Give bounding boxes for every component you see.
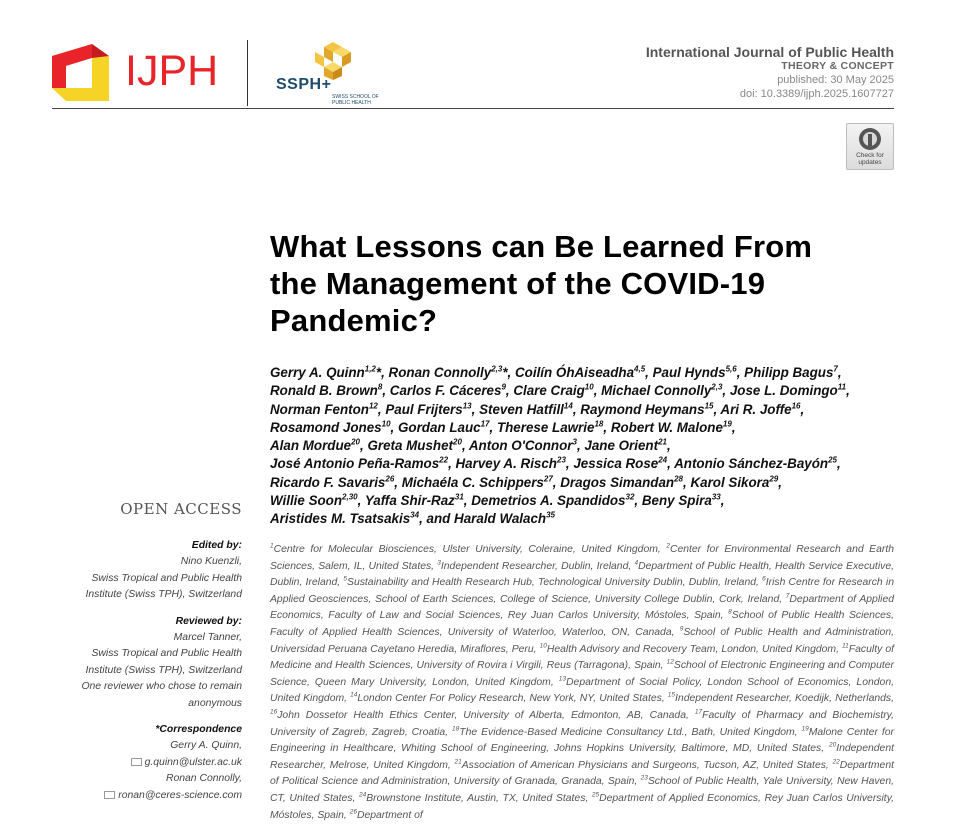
affiliation-item: $^1$Centre for Molecular Biosciences, Ulster University, Coleraine, United Kingdom, <box>270 542 667 555</box>
correspondence-name: Ronan Connolly, <box>165 773 242 785</box>
reviewed-by-heading: Reviewed by: <box>175 615 242 627</box>
reviewer-line: anonymous <box>188 697 242 709</box>
author-name[interactable]: Clare Craig$^{10}$ <box>513 382 594 399</box>
affiliation-number: 20 <box>828 741 837 749</box>
correspondence-email-row <box>40 788 242 804</box>
affiliation-item: $^{17}$Faculty of Pharmacy and Biochemistry, University of Zagreb, Zagreb, Croatia, <box>270 708 894 738</box>
author-affiliation-ref: 17 <box>480 419 490 429</box>
article-title: What Lessons can Be Learned From the Management of the COVID-19 Pandemic? <box>270 229 813 338</box>
affiliation-item: $^5$Sustainability and Health Research Hub, Technological University Dublin, Dublin, Ireland, <box>343 575 763 589</box>
affiliation-number: 4 <box>634 559 639 567</box>
author-name[interactable]: Karol Sikora$^{29}$ <box>690 474 779 490</box>
author-affiliation-ref: 26 <box>385 474 395 484</box>
affiliation-number: 6 <box>762 575 766 583</box>
affiliation-item: $^{16}$John Dossetor Health Ethics Center, University of Alberta, Edmonton, AB, Canada, <box>270 708 695 721</box>
author-affiliation-ref: 22 <box>439 456 449 466</box>
affiliation-number: 24 <box>358 791 367 799</box>
affiliation-number: 2 <box>666 542 670 550</box>
affiliation-item: $^{22}$Department of Political Science and Administration, University of Granada, Granada, Spain, <box>270 758 895 788</box>
author-affiliation-ref: 11 <box>837 382 847 392</box>
author-affiliation-ref: 24 <box>658 456 668 466</box>
author-list: Gerry A. Quinn$^{1,2}$*, Ronan Connolly$^{2,3}$*, Coilín ÓhAiseadha$^{4,5}$, Paul Hynds$^{5,6}$, Philipp Bagus$^7$, Ronald B. Brown$^8$, Carlos F. Cáceres$^9$, Clare Craig$^{10}$, Michael Connolly$^{2,3}$, Jose L. Domingo$^{11}$, Norman Fenton$^{12}$, Paul Frijters$^{13}$, Steven Hatfill$^{14}$, Raymond Heymans$^{15}$, Ari R. Joffe$^{16}$, Rosamond Jones$^{10}$, Gordan Lauc$^{17}$, Therese Lawrie$^{18}$, Robert W. Malone$^{19}$, Alan Mordue$^{20}$, Greta Mushet$^{20}$, Anton O'Connor$^3$, Jane Orient$^{21}$, José Antonio Peña-Ramos$^{22}$, Harvey A. Risch$^{23}$, Jessica Rose$^{24}$, Antonio Sánchez-Bayón$^{25}$, Ricardo F. Savaris$^{26}$, Michaéla C. Schippers$^{27}$, Dragos Simandan$^{28}$, Karol Sikora$^{29}$, Willie Soon$^{2,30}$, Yaffa Shir-Raz$^{31}$, Demetrios A. Spandidos$^{32}$, Beny Spira$^{33}$, Aristides M. Tsatsakis$^{34}$, and Harald Walach$^{35}$ <box>270 364 850 527</box>
author-affiliation-ref: 29 <box>769 474 779 484</box>
check-for-updates-label: Check for updates <box>856 152 884 166</box>
author-name[interactable]: Antonio Sánchez-Bayón$^{25}$ <box>674 456 837 472</box>
author-name[interactable]: Beny Spira$^{33}$ <box>641 492 721 509</box>
affiliation-item: $^2$Center for Environmental Research and Earth Sciences, Salem, IL, United States, <box>270 542 894 572</box>
author-name[interactable]: Paul Hynds$^{5,6}$ <box>652 364 737 380</box>
correspondence-email-row <box>40 755 242 771</box>
affiliation-item: $^9$School of Public Health and Administration, Universidad Peruana Cayetano Heredia, Miraflores, Peru, <box>270 625 894 655</box>
logo-divider <box>247 40 248 106</box>
author-name[interactable]: Harvey A. Risch$^{23}$ <box>455 456 566 472</box>
author-name[interactable]: Gordan Lauc$^{17}$ <box>397 419 490 435</box>
affiliation-item: $^8$School of Public Health Sciences, Faculty of Applied Health Sciences, University of Waterloo, Waterloo, ON, Canada, <box>270 608 894 638</box>
author-affiliation-ref: 5,6 <box>725 364 737 374</box>
affiliation-number: 1 <box>270 542 274 550</box>
header-rule <box>52 108 894 109</box>
editorial-sidebar <box>40 538 242 804</box>
author-affiliation-ref: 19 <box>722 419 732 429</box>
author-name[interactable]: Robert W. Malone$^{19}$ <box>610 419 732 435</box>
affiliation-number: 17 <box>694 708 703 716</box>
reviewer-line: Marcel Tanner, <box>173 632 242 644</box>
author-name[interactable]: Anton O'Connor$^3$ <box>468 437 577 454</box>
author-name[interactable]: Ronan Connolly$^{2,3}$* <box>388 364 508 380</box>
author-name[interactable]: Aristides M. Tsatsakis$^{34}$ <box>270 510 420 527</box>
author-affiliation-ref: 15 <box>704 401 714 411</box>
author-name[interactable]: Alan Mordue$^{20}$ <box>270 437 360 454</box>
check-for-updates-button[interactable] <box>846 123 894 170</box>
author-affiliation-ref: 10 <box>584 382 594 392</box>
correspondence-email[interactable]: ronan@ceres-science.com <box>118 789 242 801</box>
edited-by-heading: Edited by: <box>191 540 242 551</box>
correspondence-heading: *Correspondence <box>155 724 242 736</box>
author-name[interactable]: Philipp Bagus$^7$ <box>744 364 838 380</box>
affiliation-item: $^3$Independent Researcher, Dublin, Ireland, <box>437 559 635 572</box>
author-affiliation-ref: 1,2 <box>364 364 376 374</box>
affiliation-number: 15 <box>667 691 676 699</box>
affiliation-number: 21 <box>454 758 462 766</box>
affiliation-number: 14 <box>350 691 358 699</box>
author-name[interactable]: Norman Fenton$^{12}$ <box>270 401 378 417</box>
ijph-logo-text: IJPH <box>125 47 219 95</box>
author-name[interactable]: Therese Lawrie$^{18}$ <box>496 419 604 435</box>
affiliation-item: $^6$Irish Centre for Research in Applied Geosciences, School of Earth Sciences, College of Science, University College Dublin, Cork, Ireland, <box>270 575 894 605</box>
ssph-logo-text: SSPH+ <box>276 76 332 93</box>
affiliation-item: $^{14}$London Center For Policy Research, New York, NY, United States, <box>350 691 668 705</box>
affiliation-item: $^{19}$Malone Center for Engineering in Healthcare, Whiting School of Engineering, Johns Hopkins University, Baltimore, MD, United States, <box>270 725 894 755</box>
mail-icon <box>104 791 115 799</box>
author-name[interactable]: Carlos F. Cáceres$^9$ <box>389 382 506 399</box>
author-name[interactable]: Dragos Simandan$^{28}$ <box>560 474 683 490</box>
affiliation-number: 9 <box>679 625 684 633</box>
mail-icon <box>131 758 142 766</box>
reviewer-line: One reviewer who chose to remain <box>81 681 242 693</box>
correspondence-email[interactable]: g.quinn@ulster.ac.uk <box>144 756 242 768</box>
affiliation-item: $^{21}$Association of American Physicians and Surgeons, Tucson, AZ, United States, <box>454 758 833 771</box>
author-affiliation-ref: 8 <box>377 382 383 392</box>
author-affiliation-ref: 14 <box>563 401 573 411</box>
affiliations <box>270 542 894 824</box>
author-name[interactable]: Jane Orient$^{21}$ <box>584 437 667 454</box>
author-affiliation-ref: 2,3 <box>711 382 723 392</box>
affiliation-number: 13 <box>558 675 567 683</box>
affiliation-number: 11 <box>842 642 849 650</box>
affiliation-item: $^7$Department of Applied Economics, Faculty of Law and Social Sciences, Rey Juan Carlos University, Móstoles, Spain, <box>270 592 894 622</box>
affiliation-number: 8 <box>728 608 732 616</box>
affiliation-number: 7 <box>785 592 790 600</box>
author-name[interactable]: José Antonio Peña-Ramos$^{22}$ <box>270 456 449 472</box>
editor-line: Nino Kuenzli, <box>180 556 242 568</box>
affiliation-item: $^{20}$Independent Researcher, Melrose, United Kingdom, <box>270 741 894 771</box>
author-affiliation-ref: 34 <box>410 510 420 520</box>
article-section: THEORY & CONCEPT <box>781 60 894 72</box>
author-affiliation-ref: 12 <box>368 401 378 411</box>
doi[interactable]: doi: 10.3389/ijph.2025.1607727 <box>739 88 894 100</box>
author-name[interactable]: and Harald Walach$^{35}$ <box>426 510 555 527</box>
author-affiliation-ref: 18 <box>594 419 604 429</box>
journal-info <box>646 44 894 101</box>
affiliation-number: 18 <box>451 725 460 733</box>
author-name[interactable]: Willie Soon$^{2,30}$ <box>270 492 358 509</box>
affiliation-item: $^{18}$The Evidence-Based Medicine Consultancy Ltd., Bath, United Kingdom, <box>451 725 802 738</box>
author-name[interactable]: Ronald B. Brown$^8$ <box>270 382 383 399</box>
author-name[interactable]: Gerry A. Quinn$^{1,2}$* <box>270 364 382 380</box>
editor-line: Institute (Swiss TPH), Switzerland <box>85 589 242 601</box>
author-name[interactable]: Steven Hatfill$^{14}$ <box>479 401 573 417</box>
reviewer-line: Swiss Tropical and Public Health <box>91 648 242 660</box>
author-name[interactable]: Rosamond Jones$^{10}$ <box>270 419 391 435</box>
author-name[interactable]: Greta Mushet$^{20}$ <box>367 437 462 454</box>
author-affiliation-ref: 2,3 <box>491 364 503 374</box>
author-affiliation-ref: 33 <box>711 492 721 502</box>
author-name[interactable]: Ricardo F. Savaris$^{26}$ <box>270 474 395 490</box>
affiliation-number: 23 <box>640 774 648 782</box>
affiliation-item: $^{10}$Health Advisory and Recovery Team, London, United Kingdom, <box>539 642 843 655</box>
affiliation-number: 12 <box>666 658 674 666</box>
affiliation-item: $^{11}$Faculty of Medicine and Health Sciences, University of Rovira i Virgili, Reus (Tarragona), Spain, <box>270 642 894 672</box>
author-affiliation-ref: 3 <box>572 437 577 447</box>
affiliation-number: 26 <box>349 808 357 816</box>
reviewer-line: Institute (Swiss TPH), Switzerland <box>85 664 242 676</box>
journal-name: International Journal of Public Health <box>645 44 894 60</box>
author-name[interactable]: Paul Frijters$^{13}$ <box>385 401 472 417</box>
affiliation-item: $^{26}$Department of <box>349 808 423 821</box>
affiliation-number: 3 <box>437 559 441 567</box>
author-name[interactable]: Jessica Rose$^{24}$ <box>573 456 668 472</box>
ijph-logo-icon <box>52 44 109 101</box>
author-name[interactable]: Michael Connolly$^{2,3}$ <box>601 382 723 399</box>
author-affiliation-ref: 23 <box>557 456 566 466</box>
author-affiliation-ref: 16 <box>791 401 801 411</box>
affiliation-number: 19 <box>801 725 809 733</box>
author-affiliation-ref: 27 <box>543 474 553 484</box>
affiliation-number: 22 <box>832 758 840 766</box>
author-affiliation-ref: 9 <box>501 382 506 392</box>
affiliation-number: 5 <box>343 575 348 583</box>
editor-line: Swiss Tropical and Public Health <box>91 572 242 584</box>
author-name[interactable]: Yaffa Shir-Raz$^{31}$ <box>364 492 464 509</box>
affiliation-number: 16 <box>270 708 278 716</box>
open-access-label: OPEN ACCESS <box>120 500 242 518</box>
affiliation-item: $^{13}$Department of Social Policy, London School of Economics, London, United Kingdom, <box>270 675 894 705</box>
author-name[interactable]: Coilín ÓhAiseadha$^{4,5}$ <box>515 364 646 380</box>
author-name[interactable]: Raymond Heymans$^{15}$ <box>580 401 714 417</box>
affiliation-item: $^{25}$Department of Applied Economics, Rey Juan Carlos University, Móstoles, Spain, <box>270 791 895 821</box>
affiliation-number: 10 <box>539 642 547 650</box>
affiliation-item: $^{15}$Independent Researcher, Koedijk, Netherlands, <box>667 691 894 705</box>
author-affiliation-ref: 20 <box>351 437 360 447</box>
author-affiliation-ref: 13 <box>462 401 472 411</box>
affiliation-item: $^4$Department of Public Health, Health Service Executive, Dublin, Ireland, <box>270 559 894 589</box>
author-affiliation-ref: 28 <box>674 474 683 484</box>
author-affiliation-ref: 4,5 <box>634 364 646 374</box>
author-name[interactable]: Michaéla C. Schippers$^{27}$ <box>401 474 553 490</box>
ssph-logo-subtext: SWISS SCHOOL OF PUBLIC HEALTH <box>332 94 379 106</box>
author-name[interactable]: Jose L. Domingo$^{11}$ <box>729 382 847 399</box>
correspondence-name: Gerry A. Quinn, <box>170 740 242 752</box>
author-affiliation-ref: 7 <box>833 364 838 374</box>
affiliation-item: $^{23}$School of Public Health, Yale University, New Haven, CT, United States, <box>270 774 894 804</box>
author-affiliation-ref: 32 <box>625 492 635 502</box>
affiliation-item: $^{24}$Brownstone Institute, Austin, TX, United States, <box>358 791 592 804</box>
author-name[interactable]: Demetrios A. Spandidos$^{32}$ <box>471 492 635 509</box>
author-name[interactable]: Ari R. Joffe$^{16}$ <box>720 401 801 417</box>
author-affiliation-ref: 2,30 <box>342 492 358 502</box>
author-affiliation-ref: 25 <box>828 456 837 466</box>
author-affiliation-ref: 10 <box>381 419 391 429</box>
author-affiliation-ref: 35 <box>546 510 555 520</box>
author-affiliation-ref: 31 <box>454 492 464 502</box>
author-affiliation-ref: 20 <box>453 437 462 447</box>
update-badge-icon <box>858 127 882 151</box>
affiliation-item: $^{12}$School of Electronic Engineering and Computer Science, Queen Mary University, London, United Kingdom, <box>270 658 894 688</box>
affiliation-number: 25 <box>591 791 600 799</box>
published-date: published: 30 May 2025 <box>777 74 894 86</box>
author-affiliation-ref: 21 <box>658 437 667 447</box>
